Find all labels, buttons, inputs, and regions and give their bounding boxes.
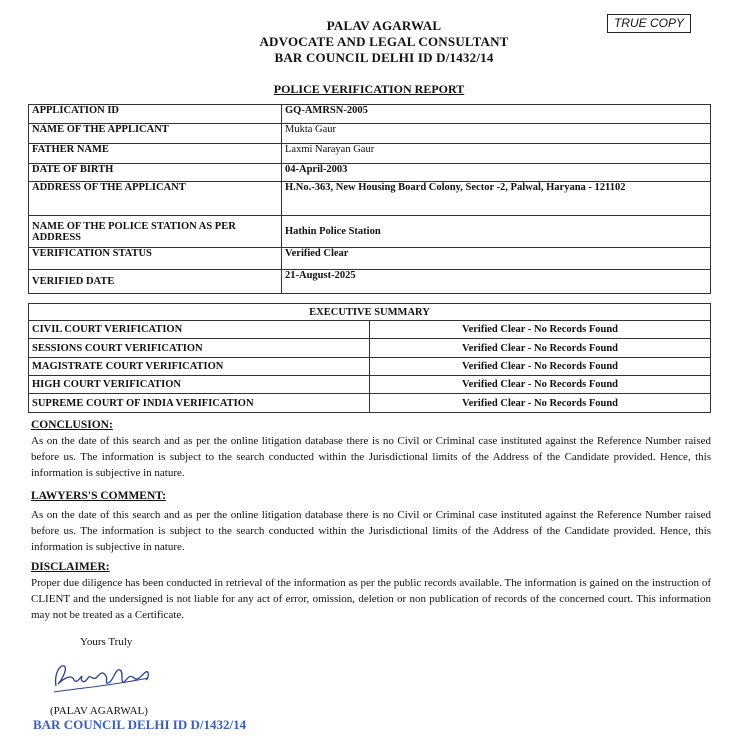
summary-value: Verified Clear - No Records Found (370, 394, 711, 413)
summary-table (28, 303, 711, 413)
details-table (28, 104, 711, 294)
detail-label: ADDRESS OF THE APPLICANT (29, 182, 282, 216)
summary-label: HIGH COURT VERIFICATION (29, 376, 370, 394)
signature (50, 656, 160, 698)
detail-row-verification-status (29, 248, 711, 270)
detail-label: VERIFICATION STATUS (29, 248, 282, 270)
detail-label: VERIFIED DATE (29, 270, 282, 294)
detail-value: 21-August-2025 (282, 270, 711, 294)
summary-row (29, 376, 711, 394)
header-title: ADVOCATE AND LEGAL CONSULTANT (259, 34, 509, 49)
detail-row-police-station (29, 216, 711, 248)
summary-label: SESSIONS COURT VERIFICATION (29, 339, 370, 358)
summary-label: SUPREME COURT OF INDIA VERIFICATION (29, 394, 370, 413)
detail-value: Hathin Police Station (282, 216, 711, 248)
signature-scribble (50, 656, 160, 698)
detail-row-father-name (29, 144, 711, 164)
detail-label: NAME OF THE APPLICANT (29, 124, 282, 144)
disclaimer-heading: DISCLAIMER: (31, 561, 110, 573)
detail-value: Mukta Gaur (282, 124, 711, 144)
lawyers-comment-heading: LAWYERS'S COMMENT: (31, 490, 166, 502)
detail-value: GQ-AMRSN-2005 (282, 105, 711, 124)
detail-row-address (29, 182, 711, 216)
true-copy-stamp: TRUE COPY (607, 14, 691, 33)
detail-value: Verified Clear (282, 248, 711, 270)
detail-value: H.No.-363, New Housing Board Colony, Sector -2, Palwal, Haryana - 121102 (282, 182, 711, 216)
lawyers-comment-text: As on the date of this search and as per the online litigation database there is no Civil or Criminal case instituted against the Reference Number raised before us. The information is subject to the search conducted within the Jurisdictional limits of the Address of the Candidate provided. Hence, this information is subjective in nature. (31, 509, 711, 553)
summary-label: CIVIL COURT VERIFICATION (29, 321, 370, 339)
conclusion-heading: CONCLUSION: (31, 419, 113, 431)
summary-heading-row (29, 304, 711, 321)
summary-value: Verified Clear - No Records Found (370, 376, 711, 394)
summary-value: Verified Clear - No Records Found (370, 358, 711, 376)
detail-label: DATE OF BIRTH (29, 164, 282, 182)
disclaimer-text: Proper due diligence has been conducted in retrieval of the information as per the public records available. The information is gained on the instruction of CLIENT and the undersigned is not liable for any act of error, omission, deletion or non publication of records of the concerned court. This information may not be treated as a Certificate. (31, 577, 711, 621)
detail-row-applicant-name (29, 124, 711, 144)
summary-row (29, 358, 711, 376)
signatory-bar-id: BAR COUNCIL DELHI ID D/1432/14 (33, 717, 247, 732)
summary-heading: EXECUTIVE SUMMARY (29, 304, 711, 321)
conclusion-text: As on the date of this search and as per the online litigation database there is no Civil or Criminal case instituted against the Reference Number raised before us. The information is subject to the search conducted within the Jurisdictional limits of the Address of the Candidate provided. Hence, this information is subjective in nature. (31, 435, 711, 479)
summary-row (29, 394, 711, 413)
summary-label: MAGISTRATE COURT VERIFICATION (29, 358, 370, 376)
summary-row (29, 321, 711, 339)
detail-value: Laxmi Narayan Gaur (282, 144, 711, 164)
detail-value: 04-April-2003 (282, 164, 711, 182)
closing: Yours Truly (80, 636, 133, 648)
summary-value: Verified Clear - No Records Found (370, 339, 711, 358)
summary-row (29, 339, 711, 358)
detail-row-dob (29, 164, 711, 182)
detail-label: NAME OF THE POLICE STATION AS PER ADDRESS (29, 216, 282, 248)
header-name: PALAV AGARWAL (326, 18, 442, 33)
header-bar-id: BAR COUNCIL DELHI ID D/1432/14 (274, 50, 494, 65)
detail-row-application-id (29, 105, 711, 124)
detail-label: FATHER NAME (29, 144, 282, 164)
detail-label: APPLICATION ID (29, 105, 282, 124)
signatory-name: (PALAV AGARWAL) (50, 705, 148, 717)
report-title: POLICE VERIFICATION REPORT (273, 82, 465, 96)
summary-value: Verified Clear - No Records Found (370, 321, 711, 339)
detail-row-verified-date (29, 270, 711, 294)
